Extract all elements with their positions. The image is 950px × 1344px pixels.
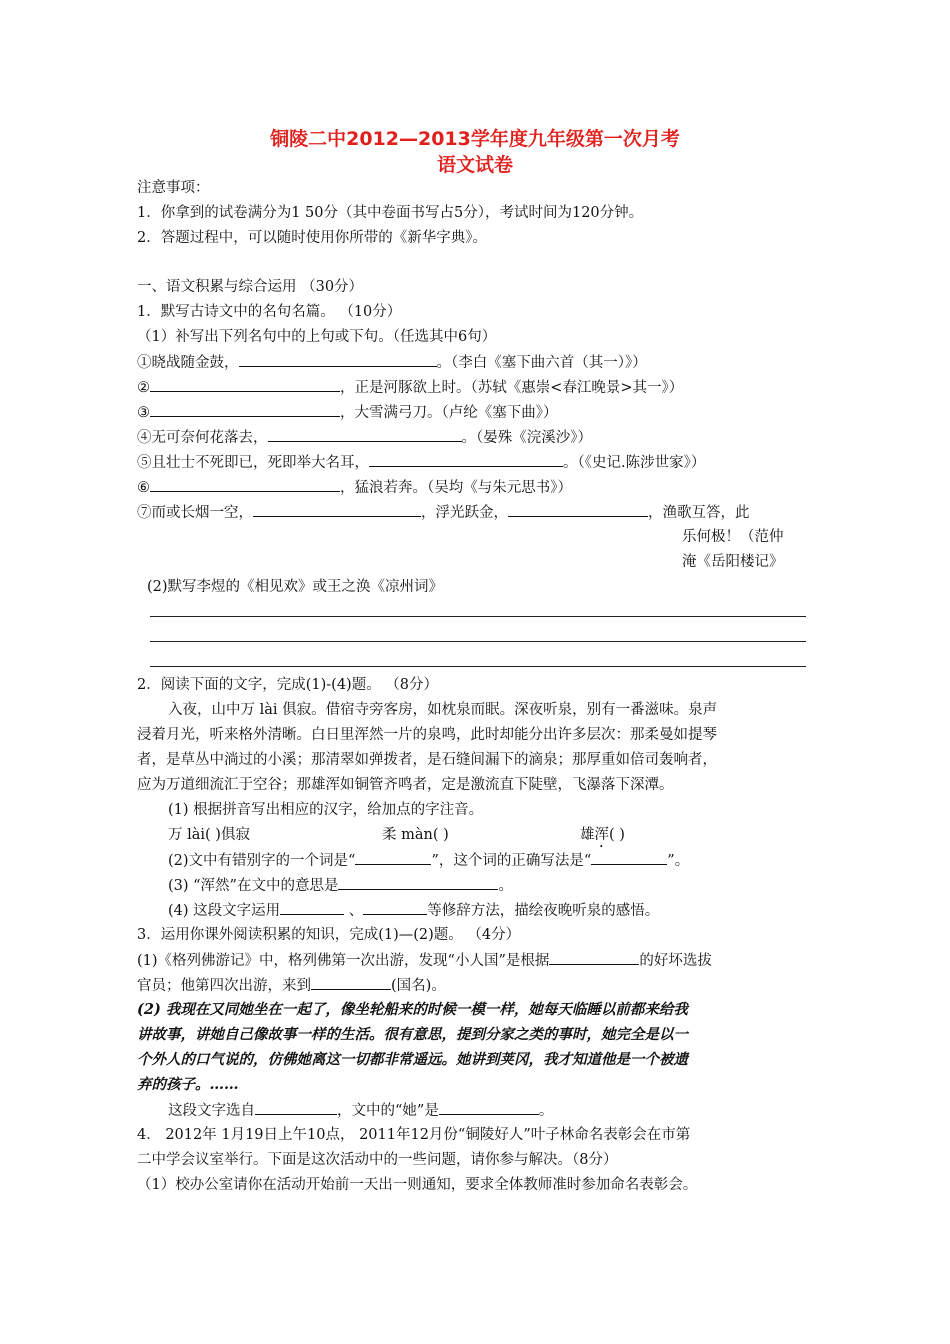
question-1-sub1: （1）补写出下列名句中的上句或下句。（任选其中6句） <box>137 329 497 345</box>
poem-line-5: ⑤且壮士不死即已，死即举大名耳， 。（《史记.陈涉世家》） <box>137 452 705 473</box>
answer-blank[interactable] <box>363 900 427 915</box>
question-4-line1: 4． 2012年 1月19日上午10点， 2011年12月份“铜陵好人”叶子林命名表彰会在市第 <box>137 1127 691 1143</box>
note-item: 1．你拿到的试卷满分为1 50分（其中卷面书写占5分），考试时间为120分钟。 <box>137 205 644 221</box>
answer-blank[interactable] <box>311 975 391 990</box>
question-2-title: 2．阅读下面的文字，完成(1)-(4)题。 （8分） <box>137 677 439 693</box>
answer-blank[interactable] <box>369 452 563 467</box>
pinyin-item-b: 柔 màn( ) <box>382 827 449 843</box>
answer-blank[interactable] <box>268 427 462 442</box>
answer-line[interactable] <box>150 641 806 642</box>
question-2-sub4: (4) 这段文字运用 、 等修辞方法，描绘夜晚听泉的感悟。 <box>168 900 659 921</box>
question-3-sub1-line1: (1)《格列佛游记》中，格列佛第一次出游，发现“小人国”是根据 的好坏选拔 <box>137 950 712 971</box>
poem-line-6: ⑥ ，猛浪若奔。（吴均《与朱元思书》） <box>137 477 572 498</box>
answer-blank[interactable] <box>150 402 340 417</box>
answer-blank[interactable] <box>439 1100 539 1115</box>
notes-heading: 注意事项： <box>137 180 210 196</box>
answer-line[interactable] <box>150 666 806 667</box>
question-3-sub1-line2: 官员；他第四次出游，来到 (国名)。 <box>137 975 446 996</box>
passage-line: 者，是草丛中淌过的小溪；那清翠如弹拨者，是石缝间漏下的滴泉；那厚重如倍司轰响者， <box>137 752 717 768</box>
section-heading: 一、语文积累与综合运用 （30分） <box>137 279 364 295</box>
question-2-sub2: (2)文中有错别字的一个词是“ ”，这个词的正确写法是“ ”。 <box>168 850 689 871</box>
answer-blank[interactable] <box>253 502 421 517</box>
poem-line-7-cont: 淹《岳阳楼记》 <box>682 554 784 570</box>
answer-blank[interactable] <box>280 900 344 915</box>
passage-line: 入夜，山中万 lài 俱寂。借宿寺旁客房，如枕泉而眠。深夜听泉，别有一番滋味。泉声 <box>168 702 718 718</box>
exam-subtitle: 语文试卷 <box>436 154 513 176</box>
question-1-sub2: (2)默写李煜的《相见欢》或王之涣《凉州词》 <box>147 579 444 595</box>
poem-line-3: ③ ，大雪满弓刀。（卢纶《塞下曲》） <box>137 402 558 423</box>
poem-line-7-cont: 乐何极！（范仲 <box>682 529 784 545</box>
question-3-sub2-ask: 这段文字选自 ，文中的“她”是 。 <box>168 1100 553 1121</box>
quote-line: (2) 我现在又同她坐在一起了，像坐轮船来的时候一模一样，她每天临睡以前都来给我 <box>137 1001 688 1018</box>
poem-line-2: ② ，正是河豚欲上时。（苏轼《惠崇<春江晚景>其一》） <box>137 377 683 398</box>
quote-line: 讲故事，讲她自己像故事一样的生活。很有意思，提到分家之类的事时，她完全是以一 <box>137 1026 688 1043</box>
poem-line-7: ⑦而或长烟一空， ，浮光跃金， ，渔歌互答，此 <box>137 502 750 523</box>
passage-line: 应为万道细流汇于空谷；那雄浑如铜管齐鸣者，定是激流直下陡壁，飞瀑落下深潭。 <box>137 777 674 793</box>
answer-blank[interactable] <box>255 1100 337 1115</box>
passage-line: 浸着月光，听来格外清晰。白日里浑然一片的泉鸣，此时却能分出许多层次：那柔曼如提琴 <box>137 727 717 743</box>
answer-blank[interactable] <box>355 850 431 865</box>
answer-blank[interactable] <box>150 477 340 492</box>
quote-line: 弃的孩子。…… <box>137 1076 239 1093</box>
pinyin-item-a: 万 lài( )俱寂 <box>168 827 250 843</box>
question-3-title: 3．运用你课外阅读积累的知识，完成(1)—(2)题。 （4分） <box>137 927 521 943</box>
exam-title: 铜陵二中2012—2013学年度九年级第一次月考 <box>270 128 680 150</box>
pinyin-item-c: 雄浑( ) <box>580 827 625 843</box>
answer-blank[interactable] <box>150 377 340 392</box>
question-4-sub1: （1）校办公室请你在活动开始前一天出一则通知，要求全体教师准时参加命名表彰会。 <box>137 1177 698 1193</box>
answer-blank[interactable] <box>239 352 437 367</box>
answer-blank[interactable] <box>549 950 639 965</box>
question-4-line2: 二中学会议室举行。下面是这次活动中的一些问题，请你参与解决。（8分） <box>137 1152 618 1168</box>
question-2-sub3: (3) “浑然”在文中的意思是 。 <box>168 875 513 896</box>
poem-line-4: ④无可奈何花落去， 。（晏殊《浣溪沙》） <box>137 427 592 448</box>
answer-blank[interactable] <box>338 875 498 890</box>
answer-blank[interactable] <box>508 502 648 517</box>
answer-blank[interactable] <box>591 850 667 865</box>
note-item: 2．答题过程中，可以随时使用你所带的《新华字典》。 <box>137 230 487 246</box>
poem-line-1: ①晓战随金鼓， 。（李白《塞下曲六首（其一）》） <box>137 352 647 373</box>
quote-line: 个外人的口气说的，仿佛她离这一切都非常遥远。她讲到荚冈，我才知道他是一个被遗 <box>137 1051 688 1068</box>
question-2-sub1: (1) 根据拼音写出相应的汉字，给加点的字注音。 <box>168 802 484 818</box>
question-1-title: 1．默写古诗文中的名句名篇。 （10分） <box>137 304 402 320</box>
answer-line[interactable] <box>150 616 806 617</box>
